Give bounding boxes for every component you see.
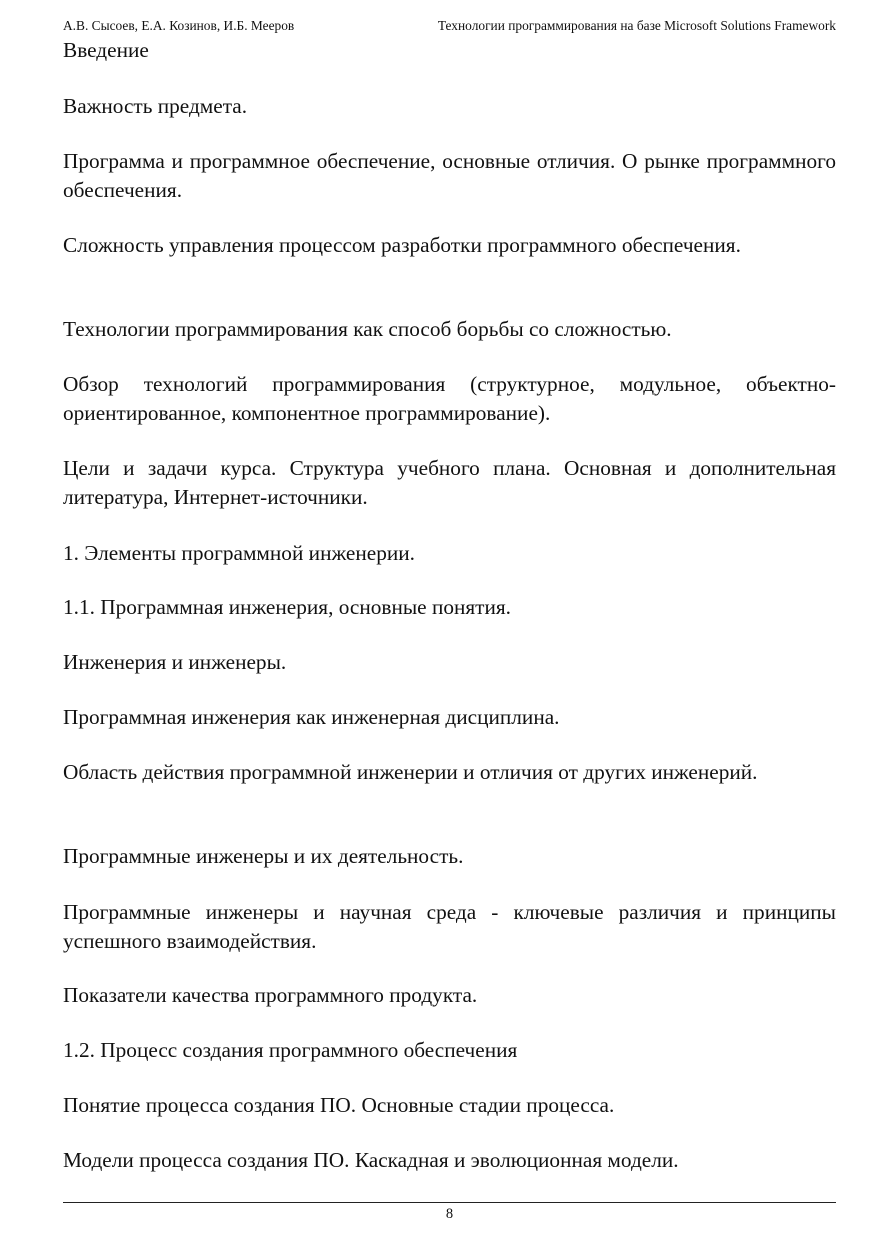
header-book-title: Технологии программирования на базе Microsoft Solutions Framework (437, 18, 836, 33)
outline-item: Показатели качества программного продукта. (63, 983, 478, 1007)
subsection-heading: 1.2. Процесс создания программного обеспечения (63, 1038, 518, 1062)
outline-item: Область действия программной инженерии и отличия от других инженерий. (63, 760, 758, 784)
subsection-heading: 1.1. Программная инженерия, основные понятия. (63, 595, 512, 619)
footer-divider (63, 1202, 836, 1203)
outline-item: Важность предмета. (63, 94, 248, 118)
outline-item: Программные инженеры и их деятельность. (63, 844, 464, 868)
outline-item: Цели и задачи курса. Структура учебного плана. Основная и дополнительная литература, Интернет-источники. (63, 456, 836, 509)
outline-item: Понятие процесса создания ПО. Основные стадии процесса. (63, 1093, 615, 1117)
page-number: 8 (445, 1206, 454, 1222)
outline-item: Технологии программирования как способ борьбы со сложностью. (63, 317, 672, 341)
outline-item: Модели процесса создания ПО. Каскадная и эволюционная модели. (63, 1148, 679, 1172)
outline-item: Инженерия и инженеры. (63, 650, 287, 674)
outline-item: Программные инженеры и научная среда - ключевые различия и принципы успешного взаимодействия. (63, 900, 836, 953)
running-header (63, 17, 836, 35)
outline-item: Сложность управления процессом разработки программного обеспечения. (63, 233, 741, 257)
outline-item: Программа и программное обеспечение, основные отличия. О рынке программного обеспечения. (63, 149, 836, 202)
outline-item: Программная инженерия как инженерная дисциплина. (63, 705, 560, 729)
section-heading-introduction: Введение (63, 38, 149, 62)
header-authors: А.В. Сысоев, Е.А. Козинов, И.Б. Мееров (63, 18, 295, 33)
section-heading: 1. Элементы программной инженерии. (63, 541, 415, 565)
outline-item: Обзор технологий программирования (структурное, модульное, объектно-ориентированное, компонентное программирование). (63, 372, 836, 425)
